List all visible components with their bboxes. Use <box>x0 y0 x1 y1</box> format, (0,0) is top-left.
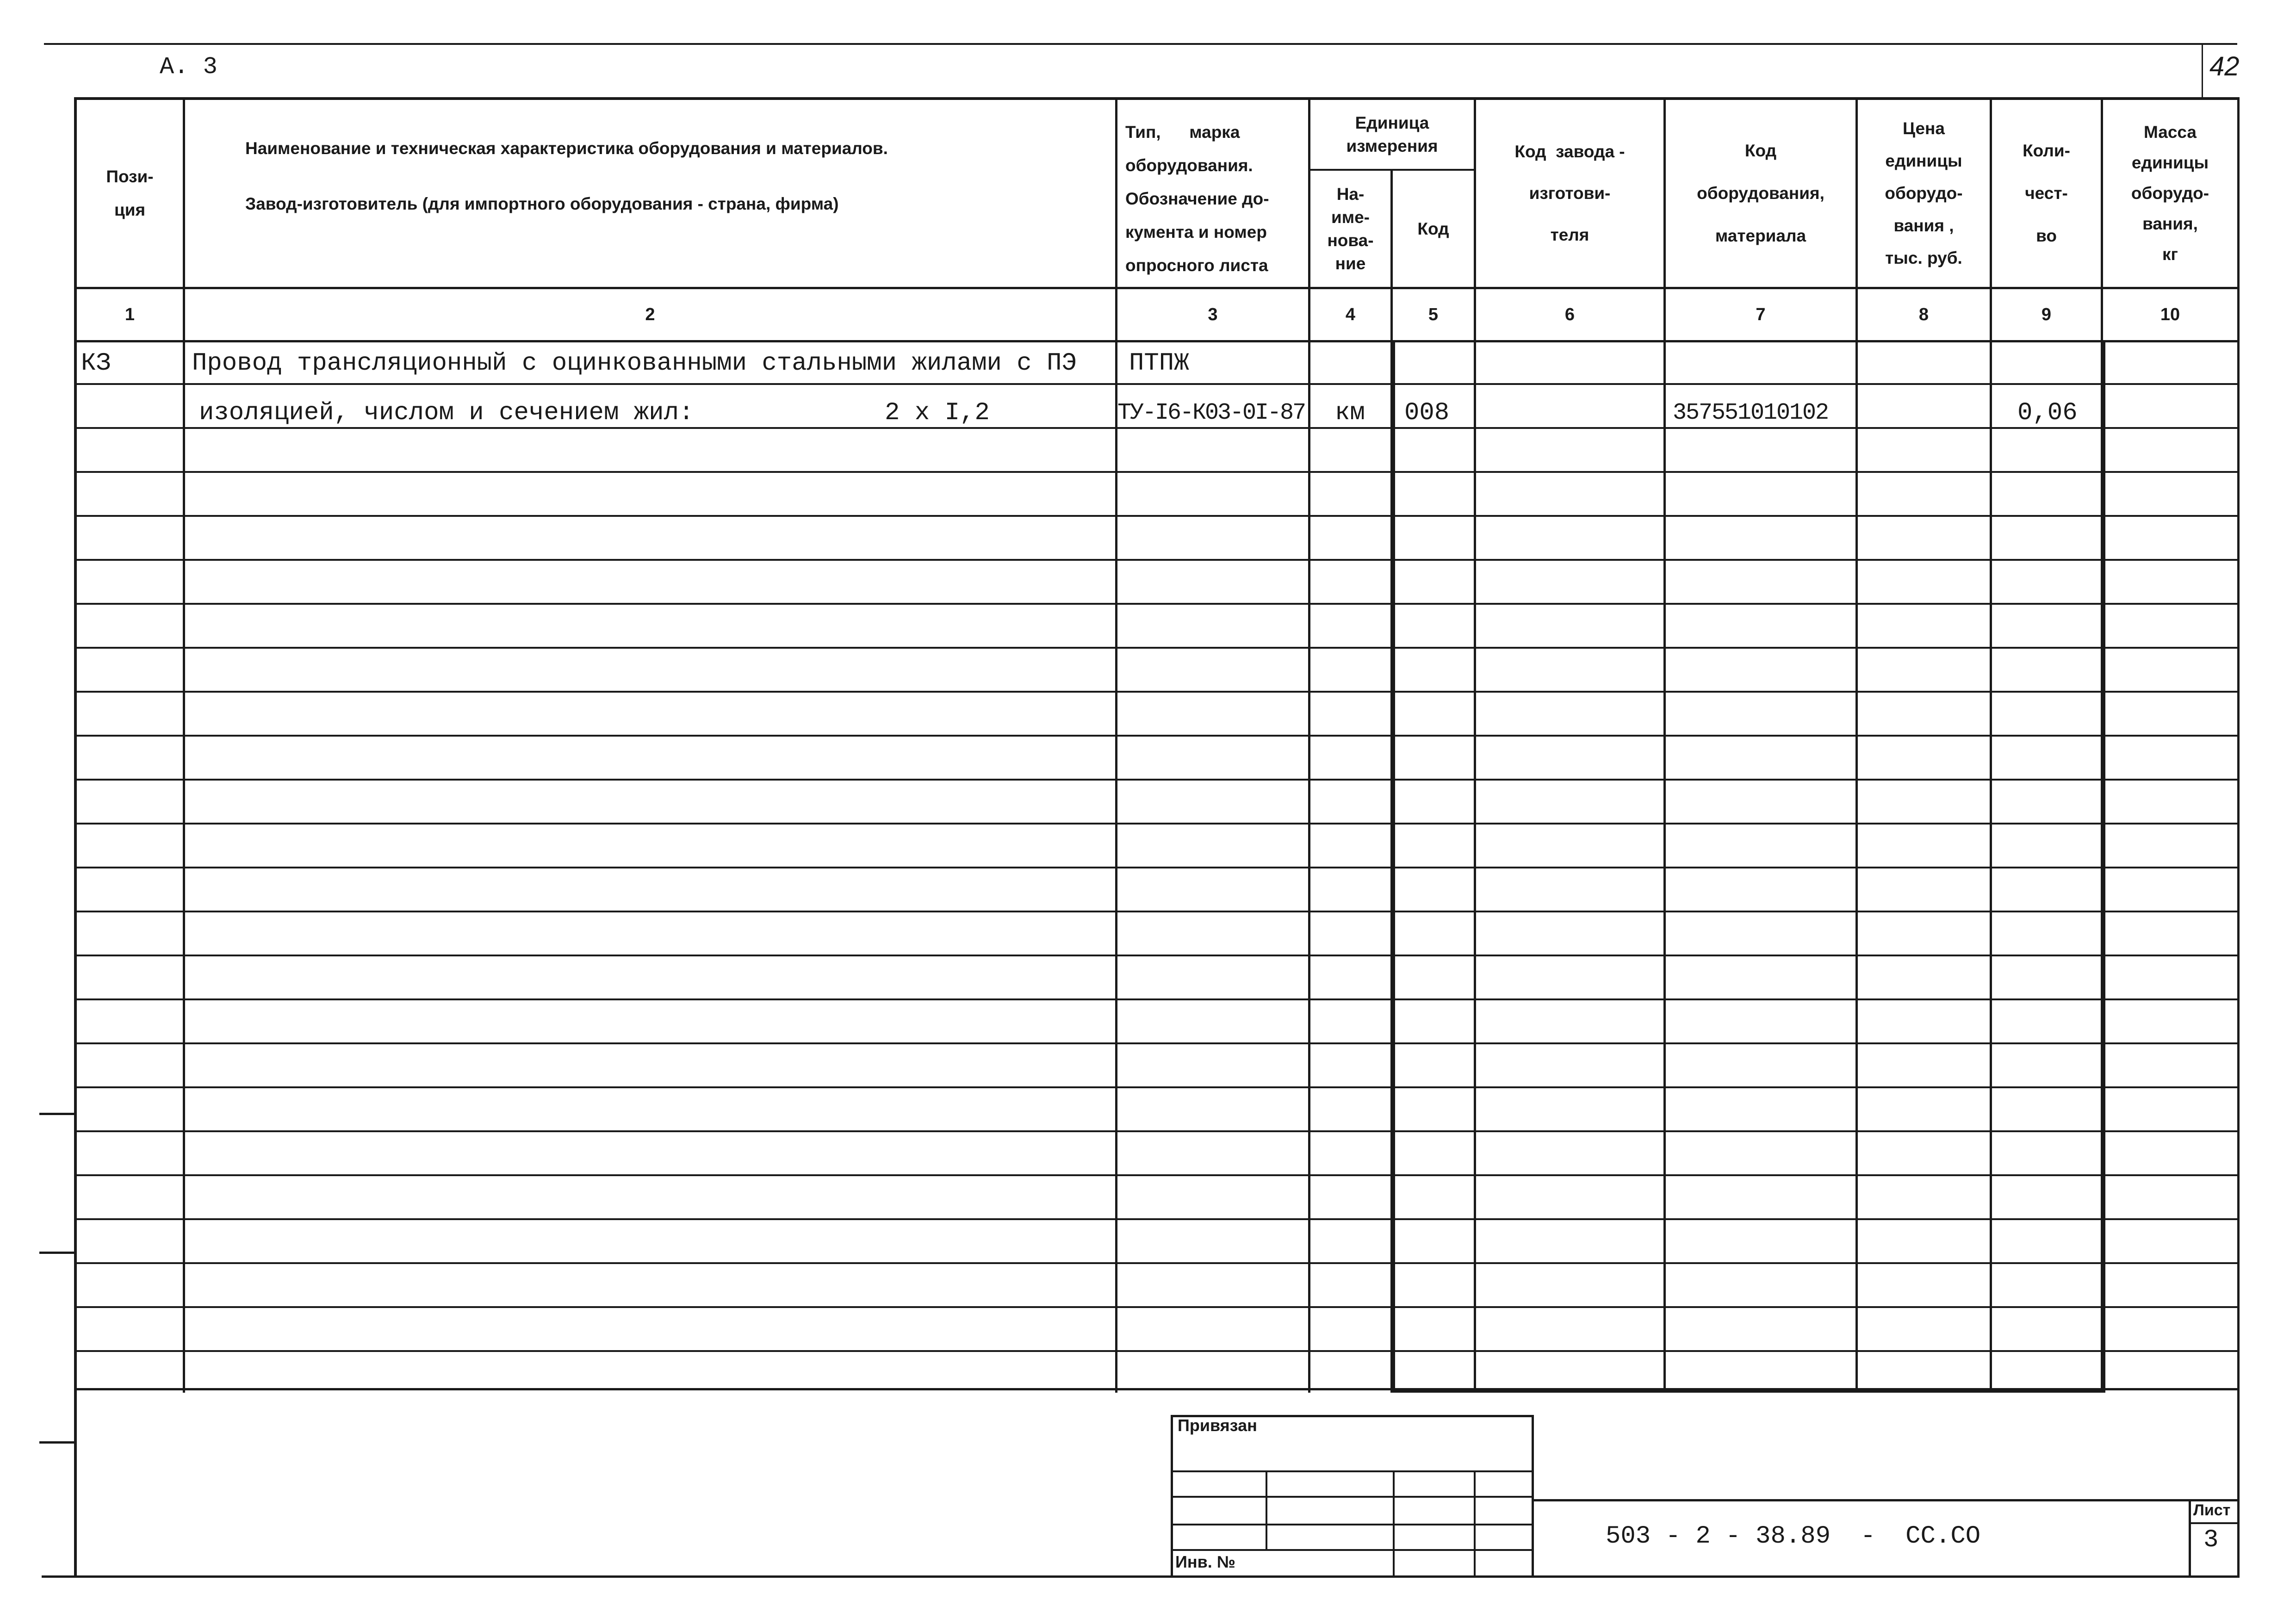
row-rule <box>74 1218 2240 1220</box>
row-rule <box>74 735 2240 737</box>
stamp-col <box>1266 1470 1267 1549</box>
row-rule <box>74 867 2240 868</box>
header-factory-code: Код завода - изготови- теля <box>1514 142 1625 244</box>
top-frame-line <box>44 43 2237 45</box>
stamp-line <box>1171 1496 1534 1498</box>
header-price: Цена единицы оборудо- вания , тыс. руб. <box>1885 119 1963 267</box>
page-number: 42 <box>2209 51 2240 81</box>
colnum-8: 8 <box>1918 304 1929 324</box>
stamp-line <box>1171 1549 1534 1551</box>
stamp-linked-label: Привязан <box>1178 1416 1257 1435</box>
margin-tick <box>39 1441 75 1444</box>
document-code: 503 - 2 - 38.89 - СС.СО <box>1606 1522 1981 1550</box>
row-unit-code: 008 <box>1404 399 1450 427</box>
row-type-mark: ПТПЖ <box>1129 349 1189 378</box>
header-name-line2: Завод-изготовитель (для импортного оборудования - страна, фирма) <box>245 194 839 213</box>
stamp-col <box>1474 1470 1476 1577</box>
row-rule <box>74 647 2240 649</box>
header-unit-code: Код <box>1417 219 1449 238</box>
colnum-5: 5 <box>1428 304 1439 324</box>
header-type-mark: Тип, марка оборудования. Обозначение до- кумента и номер опросного листа <box>1125 123 1269 275</box>
row-material-code: 357551010102 <box>1673 400 1829 426</box>
sheet-box-divider <box>2189 1522 2240 1524</box>
sheet-box-left <box>2189 1499 2191 1578</box>
row-name-line2: изоляцией, числом и сечением жил: <box>199 399 694 427</box>
sheet-number: 3 <box>2203 1526 2219 1554</box>
header-unit-group: Единица измерения <box>1346 113 1438 155</box>
header-unit-name: На- име- нова- ние <box>1327 184 1374 273</box>
row-rule <box>74 471 2240 473</box>
page-number-box-line <box>2202 44 2203 97</box>
row-rule <box>74 1086 2240 1088</box>
row-rule <box>74 1350 2240 1352</box>
table-bottom-line <box>74 1388 2240 1390</box>
margin-tick <box>39 1113 75 1115</box>
row-name-line1: Провод трансляционный с оцинкованными стальными жилами с ПЭ <box>192 349 1077 378</box>
stamp-col <box>1393 1470 1395 1577</box>
row-rule <box>74 559 2240 561</box>
stamp-line <box>1171 1470 1534 1472</box>
colnum-7: 7 <box>1756 304 1766 324</box>
row-rule <box>74 911 2240 912</box>
header-position: Пози- ция <box>106 167 154 219</box>
colnum-1: 1 <box>124 304 135 324</box>
row-cores: 2 х I,2 <box>885 399 990 427</box>
row-rule <box>74 691 2240 693</box>
header-name-line1: Наименование и техническая характеристика оборудования и материалов. <box>245 139 888 158</box>
title-block-top <box>1532 1499 2240 1501</box>
sheet-label: Лист <box>2193 1501 2231 1519</box>
header-mass: Масса единицы оборудо- вания, кг <box>2131 123 2209 264</box>
row-rule <box>74 1174 2240 1176</box>
colnum-10: 10 <box>2160 304 2180 324</box>
row-rule <box>74 955 2240 956</box>
colnum-3: 3 <box>1208 304 1218 324</box>
row-rule <box>74 1042 2240 1044</box>
colnum-6: 6 <box>1564 304 1575 324</box>
frame-bottom-border <box>42 1575 2240 1578</box>
row-document: ТУ-I6-К03-0I-87 <box>1117 400 1305 426</box>
stamp-line <box>1171 1524 1534 1525</box>
header-material-code: Код оборудования, материала <box>1697 141 1824 245</box>
row-rule <box>74 515 2240 517</box>
colnum-9: 9 <box>2041 304 2052 324</box>
row-rule <box>74 779 2240 781</box>
frame-right-border <box>2237 97 2240 1578</box>
row-rule <box>74 1306 2240 1308</box>
margin-tick <box>39 1252 75 1254</box>
stamp-inv-label: Инв. № <box>1175 1552 1235 1571</box>
header-quantity: Коли- чест- во <box>2023 141 2070 245</box>
row-quantity: 0,06 <box>2017 399 2078 427</box>
row-rule <box>74 1262 2240 1264</box>
row-rule <box>74 998 2240 1000</box>
row-position: КЗ <box>81 349 111 378</box>
colnum-2: 2 <box>645 304 655 324</box>
row-unit-name: км <box>1335 399 1365 427</box>
row-rule <box>74 603 2240 605</box>
colnum-4: 4 <box>1345 304 1356 324</box>
album-label: А. 3 <box>160 53 217 81</box>
row-rule <box>74 1130 2240 1132</box>
row-rule <box>74 823 2240 825</box>
